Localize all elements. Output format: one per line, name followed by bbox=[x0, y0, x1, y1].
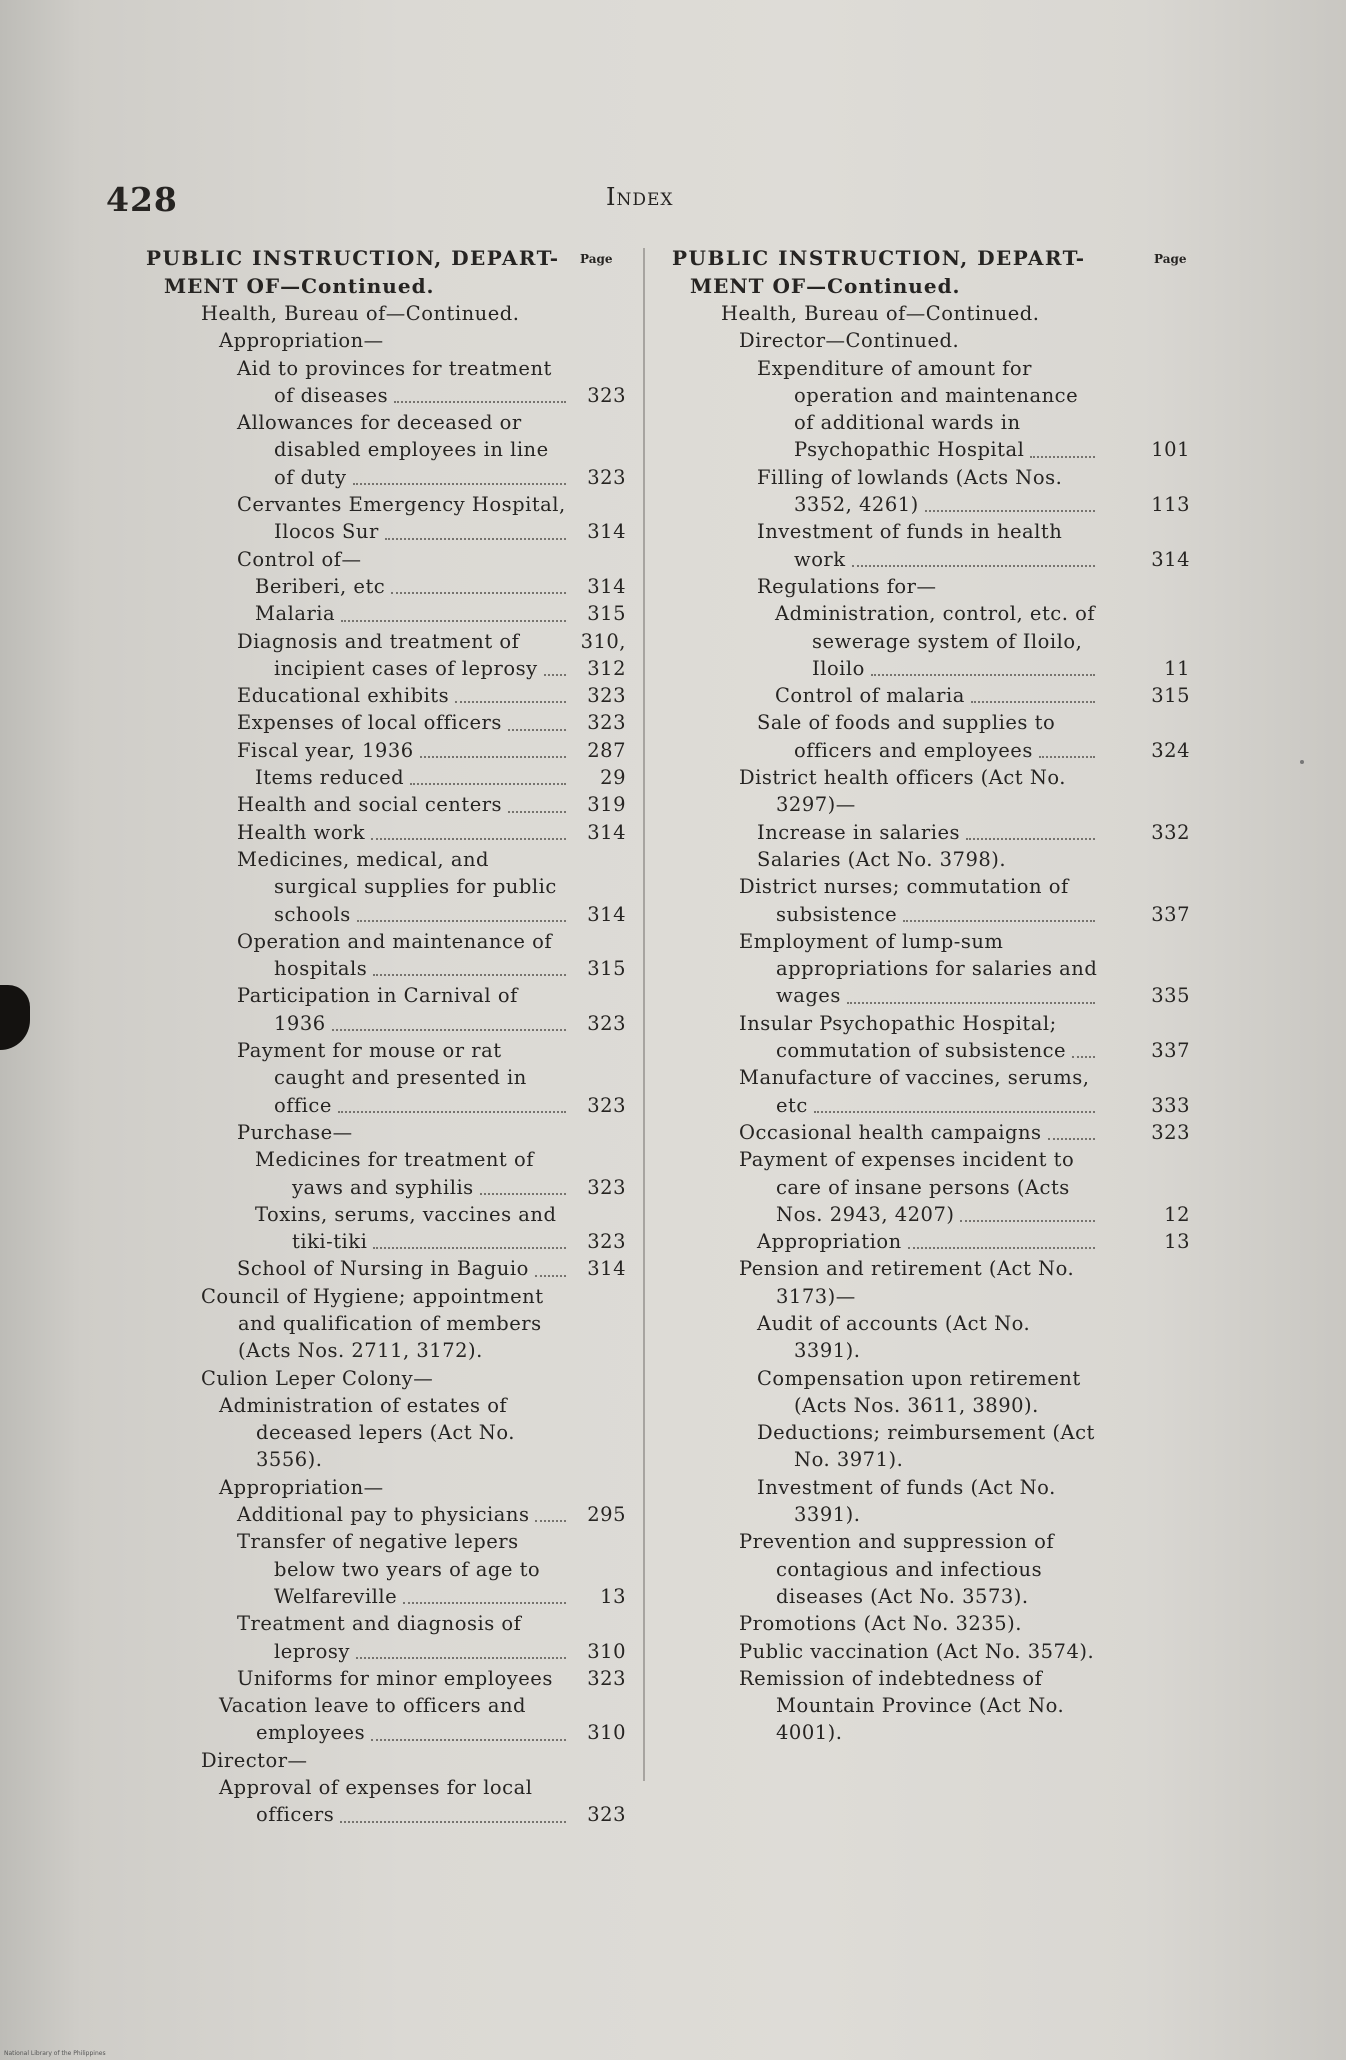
entry-text: Employment of lump-sum appropriations for salaries and wages bbox=[739, 929, 1098, 1008]
index-entry bbox=[146, 628, 626, 683]
index-entry bbox=[672, 300, 1190, 327]
entry-text: Vacation leave to officers and employees bbox=[219, 1694, 527, 1745]
dot-leader bbox=[903, 920, 1095, 922]
index-entry bbox=[146, 1747, 626, 1774]
index-entry bbox=[146, 682, 626, 709]
dot-leader bbox=[960, 1220, 1095, 1222]
dot-leader bbox=[403, 1602, 566, 1604]
entry-text: Remission of indebtedness of Mountain Province (Act No. 4001). bbox=[739, 1666, 1065, 1745]
footer-stamp: National Library of the Philippines bbox=[4, 2050, 106, 2057]
index-entry bbox=[146, 819, 626, 846]
entry-text: Expenditure of amount for operation and maintenance of additional wards in Psychopathic Hospital bbox=[757, 356, 1079, 462]
dot-leader bbox=[353, 483, 566, 485]
index-entry bbox=[146, 1119, 626, 1146]
entry-text: Treatment and diagnosis of leprosy bbox=[237, 1612, 522, 1663]
index-entry bbox=[146, 409, 626, 491]
entry-page-ref: 323 bbox=[587, 1093, 626, 1117]
dot-leader bbox=[410, 783, 566, 785]
entry-page-ref: 323 bbox=[587, 383, 626, 407]
index-entry bbox=[146, 1283, 626, 1365]
entry-text: Occasional health campaigns bbox=[739, 1120, 1042, 1144]
heading-line-2: MENT OF—Continued. bbox=[164, 274, 435, 298]
entry-text: District health officers (Act No. 3297)— bbox=[739, 766, 1066, 817]
index-entry bbox=[672, 846, 1190, 873]
dot-leader bbox=[1039, 756, 1095, 758]
dot-leader bbox=[420, 756, 566, 758]
index-entry bbox=[146, 1610, 626, 1665]
dot-leader bbox=[871, 674, 1095, 676]
entry-text: Sale of foods and supplies to officers and employees bbox=[757, 711, 1056, 762]
entry-page-ref: 323 bbox=[1151, 1120, 1190, 1144]
entry-text: Public vaccination (Act No. 3574). bbox=[739, 1639, 1095, 1663]
entry-list bbox=[672, 300, 1190, 1747]
dot-leader bbox=[508, 811, 566, 813]
column-heading bbox=[146, 246, 626, 300]
entry-text: Expenses of local officers bbox=[237, 711, 502, 735]
entry-text: Malaria bbox=[255, 602, 336, 626]
entry-text: Medicines for treatment of yaws and syphilis bbox=[255, 1148, 534, 1199]
entry-text: School of Nursing in Baguio bbox=[237, 1257, 529, 1281]
entry-text: Purchase— bbox=[237, 1120, 353, 1144]
entry-page-ref: 337 bbox=[1151, 902, 1190, 926]
index-entry bbox=[146, 1501, 626, 1528]
index-column-right bbox=[672, 246, 1190, 1747]
index-entry bbox=[146, 327, 626, 354]
entry-text: Items reduced bbox=[255, 766, 405, 790]
entry-text: Transfer of negative lepers below two years of age to Welfareville bbox=[237, 1530, 541, 1608]
entry-text: Health and social centers bbox=[237, 793, 503, 817]
column-heading bbox=[672, 246, 1190, 300]
dot-leader bbox=[544, 674, 566, 676]
entry-text: Health, Bureau of—Continued. bbox=[201, 302, 520, 325]
dot-leader bbox=[371, 1739, 566, 1741]
index-entry bbox=[672, 600, 1190, 682]
entry-text: Additional pay to physicians bbox=[237, 1503, 530, 1527]
dot-leader bbox=[508, 729, 566, 731]
entry-page-ref: 323 bbox=[587, 1803, 626, 1827]
dot-leader bbox=[1030, 456, 1095, 458]
index-entry bbox=[672, 464, 1190, 519]
entry-page-ref: 332 bbox=[1151, 820, 1190, 844]
index-entry bbox=[672, 764, 1190, 819]
index-entry bbox=[672, 873, 1190, 928]
entry-text: Health work bbox=[237, 820, 366, 844]
dot-leader bbox=[535, 1275, 566, 1277]
entry-page-ref: 315 bbox=[587, 957, 626, 981]
heading-line-1: PUBLIC INSTRUCTION, DEPART- bbox=[146, 246, 560, 270]
index-entry bbox=[672, 355, 1190, 464]
index-entry bbox=[146, 1392, 626, 1474]
index-entry bbox=[672, 1255, 1190, 1310]
entry-page-ref: 323 bbox=[587, 1011, 626, 1035]
index-entry bbox=[672, 1419, 1190, 1474]
entry-text: Appropriation— bbox=[219, 1475, 384, 1499]
dot-leader bbox=[341, 620, 566, 622]
index-entry bbox=[146, 300, 626, 327]
index-entry bbox=[672, 1528, 1190, 1610]
entry-page-ref: 310 bbox=[587, 1721, 626, 1745]
entry-text: Medicines, medical, and surgical supplies for public schools bbox=[237, 847, 557, 926]
page-number: 428 bbox=[106, 180, 178, 219]
index-entry bbox=[146, 1665, 626, 1692]
dot-leader bbox=[847, 1002, 1095, 1004]
heading-line-2: MENT OF—Continued. bbox=[690, 274, 961, 298]
entry-page-ref: 315 bbox=[587, 602, 626, 626]
index-entry bbox=[146, 1365, 626, 1392]
index-entry bbox=[146, 1692, 626, 1747]
index-entry bbox=[146, 546, 626, 573]
index-entry bbox=[672, 682, 1190, 709]
dot-leader bbox=[373, 1247, 566, 1249]
index-entry bbox=[146, 764, 626, 791]
column-divider bbox=[643, 248, 645, 1781]
page-column-label: Page bbox=[1154, 252, 1187, 266]
dot-leader bbox=[971, 701, 1095, 703]
entry-text: Payment for mouse or rat caught and presented in office bbox=[237, 1039, 527, 1117]
entry-page-ref: 29 bbox=[600, 766, 626, 790]
entry-text: Payment of expenses incident to care of insane persons (Acts Nos. 2943, 4207) bbox=[739, 1148, 1075, 1226]
entry-text: Approval of expenses for local officers bbox=[219, 1776, 533, 1827]
dot-leader bbox=[338, 1111, 566, 1113]
entry-text: Aid to provinces for treatment of diseases bbox=[237, 356, 552, 407]
entry-text: Pension and retirement (Act No. 3173)— bbox=[739, 1257, 1075, 1308]
dot-leader bbox=[852, 565, 1095, 567]
index-entry bbox=[146, 709, 626, 736]
index-entry bbox=[672, 327, 1190, 354]
entry-text: Participation in Carnival of 1936 bbox=[237, 984, 518, 1035]
entry-text: Diagnosis and treatment of incipient cases of leprosy bbox=[237, 629, 538, 680]
entry-page-ref: 101 bbox=[1151, 438, 1190, 462]
dot-leader bbox=[908, 1247, 1095, 1249]
index-entry bbox=[146, 928, 626, 983]
entry-page-ref: 333 bbox=[1151, 1093, 1190, 1117]
entry-page-ref: 323 bbox=[587, 1666, 626, 1690]
index-entry bbox=[672, 1228, 1190, 1255]
entry-page-ref: 319 bbox=[587, 793, 626, 817]
dot-leader bbox=[814, 1111, 1095, 1113]
dot-leader bbox=[480, 1193, 566, 1195]
entry-page-ref: 324 bbox=[1151, 738, 1190, 762]
dot-leader bbox=[332, 1029, 566, 1031]
index-entry bbox=[146, 737, 626, 764]
entry-page-ref: 323 bbox=[587, 1230, 626, 1254]
entry-page-ref: 113 bbox=[1151, 493, 1190, 517]
entry-page-ref: 310 bbox=[587, 1639, 626, 1663]
entry-page-ref: 323 bbox=[587, 465, 626, 489]
page-column-label: Page bbox=[580, 252, 613, 266]
index-entry bbox=[146, 1037, 626, 1119]
entry-text: Uniforms for minor employees bbox=[237, 1666, 553, 1690]
entry-text: District nurses; commutation of subsistence bbox=[739, 875, 1069, 926]
dot-leader bbox=[391, 592, 566, 594]
index-entry bbox=[146, 573, 626, 600]
index-entry bbox=[672, 1010, 1190, 1065]
entry-page-ref: 314 bbox=[587, 520, 626, 544]
index-entry bbox=[146, 791, 626, 818]
running-head: Index bbox=[606, 183, 674, 211]
dot-leader bbox=[340, 1821, 566, 1823]
dot-leader bbox=[1072, 1056, 1095, 1058]
index-entry bbox=[146, 1528, 626, 1610]
index-entry bbox=[672, 928, 1190, 1010]
entry-page-ref: 310, 312 bbox=[580, 629, 626, 680]
dot-leader bbox=[455, 701, 566, 703]
entry-page-ref: 323 bbox=[587, 1175, 626, 1199]
entry-text: Appropriation— bbox=[219, 329, 384, 353]
index-entry bbox=[672, 709, 1190, 764]
entry-text: Toxins, serums, vaccines and tiki-tiki bbox=[255, 1202, 557, 1254]
index-entry bbox=[146, 1201, 626, 1256]
index-entry bbox=[146, 600, 626, 627]
entry-page-ref: 315 bbox=[1151, 684, 1190, 708]
index-entry bbox=[672, 1146, 1190, 1228]
entry-page-ref: 287 bbox=[587, 738, 626, 762]
entry-page-ref: 13 bbox=[600, 1584, 626, 1608]
entry-text: Increase in salaries bbox=[757, 820, 961, 844]
entry-text: Investment of funds (Act No. 3391). bbox=[757, 1475, 1056, 1527]
dot-leader bbox=[925, 510, 1095, 512]
entry-text: Audit of accounts (Act No. 3391). bbox=[757, 1311, 1031, 1363]
index-entry bbox=[672, 1310, 1190, 1365]
index-entry bbox=[146, 1774, 626, 1829]
index-entry bbox=[672, 1064, 1190, 1119]
index-entry bbox=[146, 846, 626, 928]
entry-page-ref: 11 bbox=[1164, 656, 1190, 680]
index-entry bbox=[672, 1474, 1190, 1529]
scan-artifact-dot bbox=[1300, 760, 1304, 764]
entry-page-ref: 314 bbox=[1151, 547, 1190, 571]
dot-leader bbox=[357, 920, 566, 922]
entry-text: Promotions (Act No. 3235). bbox=[739, 1612, 1022, 1636]
dot-leader bbox=[385, 538, 566, 540]
entry-page-ref: 295 bbox=[587, 1503, 626, 1527]
entry-text: Operation and maintenance of hospitals bbox=[237, 929, 553, 981]
entry-text: Culion Leper Colony— bbox=[201, 1366, 434, 1390]
entry-page-ref: 323 bbox=[587, 684, 626, 708]
entry-text: Allowances for deceased or disabled employees in line of duty bbox=[237, 411, 549, 489]
index-entry bbox=[672, 573, 1190, 600]
entry-page-ref: 314 bbox=[587, 902, 626, 926]
entry-page-ref: 335 bbox=[1151, 984, 1190, 1008]
entry-text: Director— bbox=[201, 1748, 308, 1772]
dot-leader bbox=[373, 974, 566, 976]
entry-text: Educational exhibits bbox=[237, 684, 450, 708]
entry-text: Manufacture of vaccines, serums, etc bbox=[739, 1066, 1090, 1117]
index-entry bbox=[672, 518, 1190, 573]
entry-text: Regulations for— bbox=[757, 574, 937, 598]
index-entry bbox=[146, 491, 626, 546]
entry-text: Compensation upon retirement (Acts Nos. 3611, 3890). bbox=[757, 1366, 1081, 1417]
index-entry bbox=[672, 1665, 1190, 1747]
entry-text: Beriberi, etc bbox=[255, 574, 386, 598]
entry-text: Control of malaria bbox=[775, 684, 965, 708]
entry-text: Control of— bbox=[237, 547, 362, 571]
entry-page-ref: 314 bbox=[587, 1257, 626, 1281]
dot-leader bbox=[966, 838, 1095, 840]
index-entry bbox=[672, 1610, 1190, 1637]
entry-page-ref: 314 bbox=[587, 820, 626, 844]
entry-text: Cervantes Emergency Hospital, Ilocos Sur bbox=[237, 493, 566, 544]
index-column-left bbox=[146, 246, 626, 1829]
scan-artifact-mark bbox=[0, 985, 30, 1050]
entry-text: Filling of lowlands (Acts Nos. 3352, 4261) bbox=[757, 465, 1063, 517]
index-entry bbox=[146, 1474, 626, 1501]
entry-text: Prevention and suppression of contagious and infectious diseases (Act No. 3573). bbox=[739, 1530, 1055, 1608]
entry-page-ref: 337 bbox=[1151, 1039, 1190, 1063]
entry-text: Council of Hygiene; appointment and qualification of members (Acts Nos. 2711, 3172). bbox=[201, 1284, 544, 1363]
index-entry bbox=[672, 1638, 1190, 1665]
entry-text: Administration, control, etc. of sewerage system of Iloilo, Iloilo bbox=[775, 602, 1096, 680]
entry-text: Insular Psychopathic Hospital; commutation of subsistence bbox=[739, 1011, 1067, 1063]
dot-leader bbox=[1048, 1138, 1095, 1140]
dot-leader bbox=[356, 1657, 566, 1659]
entry-page-ref: 314 bbox=[587, 574, 626, 598]
index-entry bbox=[672, 1119, 1190, 1146]
entry-text: Administration of estates of deceased lepers (Act No. 3556). bbox=[219, 1393, 515, 1472]
entry-page-ref: 12 bbox=[1164, 1202, 1190, 1226]
heading-line-1: PUBLIC INSTRUCTION, DEPART- bbox=[672, 246, 1086, 270]
entry-text: Salaries (Act No. 3798). bbox=[757, 847, 1007, 871]
index-entry bbox=[146, 1255, 626, 1282]
index-entry bbox=[146, 1146, 626, 1201]
dot-leader bbox=[371, 838, 566, 840]
entry-text: Investment of funds in health work bbox=[757, 520, 1063, 571]
entry-text: Fiscal year, 1936 bbox=[237, 738, 414, 762]
entry-page-ref: 323 bbox=[587, 711, 626, 735]
index-entry bbox=[672, 1365, 1190, 1420]
entry-text: Appropriation bbox=[757, 1230, 902, 1254]
entry-text: Director—Continued. bbox=[739, 329, 960, 353]
dot-leader bbox=[394, 401, 566, 403]
entry-text: Health, Bureau of—Continued. bbox=[721, 302, 1040, 325]
index-entry bbox=[672, 819, 1190, 846]
index-entry bbox=[146, 355, 626, 410]
dot-leader bbox=[535, 1520, 566, 1522]
index-entry bbox=[146, 982, 626, 1037]
entry-text: Deductions; reimbursement (Act No. 3971). bbox=[757, 1421, 1095, 1472]
entry-page-ref: 13 bbox=[1164, 1230, 1190, 1254]
entry-list bbox=[146, 300, 626, 1829]
